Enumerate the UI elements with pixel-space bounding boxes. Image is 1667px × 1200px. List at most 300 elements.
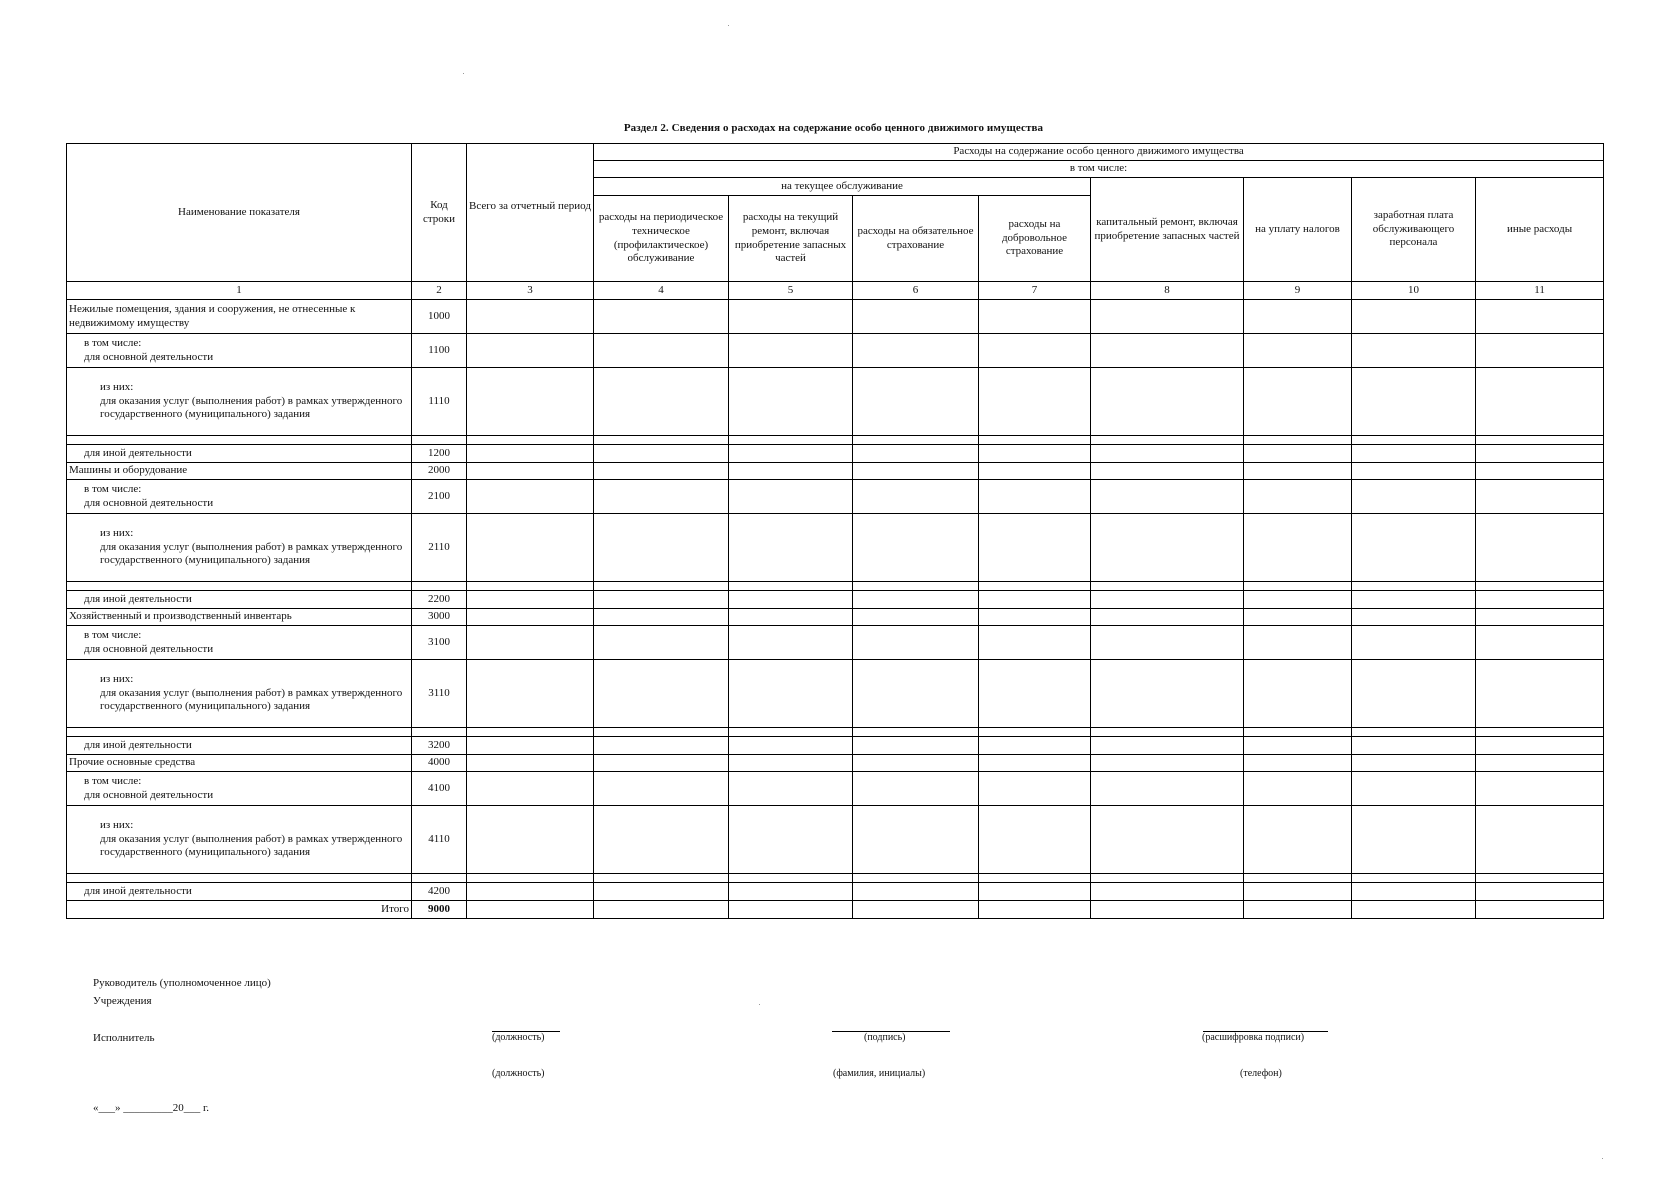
- value-cell[interactable]: [467, 463, 594, 480]
- spacer-row: [67, 728, 1604, 737]
- value-cell[interactable]: [594, 901, 729, 919]
- value-cell[interactable]: [1244, 626, 1352, 660]
- value-cell[interactable]: [853, 772, 979, 806]
- row-code: 2110: [412, 514, 467, 582]
- value-cell[interactable]: [853, 480, 979, 514]
- table-row: [67, 480, 1604, 514]
- spacer-cell: [979, 436, 1091, 445]
- value-cell[interactable]: [1476, 300, 1604, 334]
- column-number: 6: [853, 282, 979, 300]
- row-label-text: Прочие основные средства: [69, 756, 196, 769]
- row-label-text: для оказания услуг (выполнения работ) в рамках утвержденного государственного (муниципального) задания: [100, 394, 403, 421]
- value-cell[interactable]: [853, 901, 979, 919]
- value-cell[interactable]: [1476, 755, 1604, 772]
- row-code: 4110: [412, 806, 467, 874]
- value-cell[interactable]: [467, 445, 594, 463]
- header-col8: капитальный ремонт, включая приобретение запасных частей: [1091, 178, 1244, 282]
- row-label: [67, 626, 412, 660]
- value-cell[interactable]: [1244, 591, 1352, 609]
- spacer-cell: [1352, 436, 1476, 445]
- value-cell[interactable]: [1091, 660, 1244, 728]
- value-cell[interactable]: [594, 514, 729, 582]
- value-cell[interactable]: [1352, 445, 1476, 463]
- row-code: 1200: [412, 445, 467, 463]
- value-cell[interactable]: [979, 334, 1091, 368]
- spacer-cell: [467, 582, 594, 591]
- table-row: [67, 755, 1604, 772]
- value-cell[interactable]: [1352, 883, 1476, 901]
- value-cell[interactable]: [1244, 806, 1352, 874]
- value-cell[interactable]: [979, 626, 1091, 660]
- header-col11: иные расходы: [1476, 178, 1604, 282]
- value-cell[interactable]: [1352, 334, 1476, 368]
- spacer-cell: [729, 582, 853, 591]
- value-cell[interactable]: [1476, 480, 1604, 514]
- column-number: 10: [1352, 282, 1476, 300]
- row-label: [67, 755, 412, 772]
- scan-speck: [759, 1004, 760, 1005]
- row-code: 4100: [412, 772, 467, 806]
- value-cell[interactable]: [1476, 883, 1604, 901]
- table-row: [67, 737, 1604, 755]
- value-cell[interactable]: [729, 609, 853, 626]
- table-row: [67, 334, 1604, 368]
- spacer-cell: [594, 728, 729, 737]
- value-cell[interactable]: [467, 626, 594, 660]
- value-cell[interactable]: [1476, 445, 1604, 463]
- column-number: 3: [467, 282, 594, 300]
- value-cell[interactable]: [1091, 772, 1244, 806]
- value-cell[interactable]: [1352, 609, 1476, 626]
- value-cell[interactable]: [467, 806, 594, 874]
- row-label-text: для иной деятельности: [84, 738, 192, 751]
- value-cell[interactable]: [729, 883, 853, 901]
- header-expenses-group: Расходы на содержание особо ценного движимого имущества: [594, 144, 1604, 161]
- header-col6: расходы на обязательное страхование: [853, 196, 979, 282]
- value-cell[interactable]: [467, 591, 594, 609]
- value-cell[interactable]: [853, 660, 979, 728]
- header-col9: на уплату налогов: [1244, 178, 1352, 282]
- section-title: Раздел 2. Сведения о расходах на содержание особо ценного движимого имущества: [623, 122, 1044, 134]
- header-col10: заработная плата обслуживающего персонала: [1352, 178, 1476, 282]
- spacer-cell: [1352, 582, 1476, 591]
- row-code: 3100: [412, 626, 467, 660]
- row-label-prefix: из них:: [100, 672, 134, 685]
- value-cell[interactable]: [467, 660, 594, 728]
- position-caption: (должность): [492, 1032, 545, 1043]
- value-cell[interactable]: [1244, 300, 1352, 334]
- spacer-cell: [729, 436, 853, 445]
- value-cell[interactable]: [1476, 626, 1604, 660]
- spacer-cell: [412, 728, 467, 737]
- value-cell[interactable]: [594, 660, 729, 728]
- value-cell[interactable]: [1352, 772, 1476, 806]
- row-label: [67, 609, 412, 626]
- spacer-cell: [1352, 874, 1476, 883]
- value-cell[interactable]: [1352, 660, 1476, 728]
- column-number: 7: [979, 282, 1091, 300]
- row-code: 1110: [412, 368, 467, 436]
- row-label: [67, 772, 412, 806]
- scan-speck: [463, 73, 464, 74]
- table-row: [67, 609, 1604, 626]
- value-cell[interactable]: [594, 883, 729, 901]
- value-cell[interactable]: [853, 334, 979, 368]
- value-cell[interactable]: [1244, 514, 1352, 582]
- value-cell[interactable]: [979, 480, 1091, 514]
- row-label-text: для иной деятельности: [84, 446, 192, 459]
- value-cell[interactable]: [729, 806, 853, 874]
- row-label: [67, 480, 412, 514]
- value-cell[interactable]: [979, 463, 1091, 480]
- spacer-cell: [979, 582, 1091, 591]
- table-row: [67, 514, 1604, 582]
- row-label: [67, 806, 412, 874]
- value-cell[interactable]: [1091, 300, 1244, 334]
- value-cell[interactable]: [1244, 660, 1352, 728]
- spacer-cell: [412, 436, 467, 445]
- value-cell[interactable]: [594, 626, 729, 660]
- row-label-text: для иной деятельности: [84, 592, 192, 605]
- value-cell[interactable]: [979, 755, 1091, 772]
- value-cell[interactable]: [979, 591, 1091, 609]
- value-cell[interactable]: [1352, 368, 1476, 436]
- row-label: [67, 737, 412, 755]
- value-cell[interactable]: [467, 901, 594, 919]
- head-label-line1: Руководитель (уполномоченное лицо): [93, 977, 271, 989]
- value-cell[interactable]: [594, 480, 729, 514]
- value-cell[interactable]: [1352, 514, 1476, 582]
- value-cell[interactable]: [1352, 480, 1476, 514]
- value-cell[interactable]: [853, 368, 979, 436]
- value-cell[interactable]: [467, 737, 594, 755]
- value-cell[interactable]: [1244, 480, 1352, 514]
- total-row: [67, 901, 1604, 919]
- value-cell[interactable]: [594, 609, 729, 626]
- value-cell[interactable]: [1352, 591, 1476, 609]
- spacer-cell: [467, 728, 594, 737]
- spacer-cell: [67, 728, 412, 737]
- executor-label: Исполнитель: [93, 1032, 155, 1044]
- value-cell[interactable]: [1244, 463, 1352, 480]
- row-label-prefix: из них:: [100, 380, 134, 393]
- value-cell[interactable]: [1244, 334, 1352, 368]
- header-name: Наименование показателя: [67, 144, 412, 282]
- value-cell[interactable]: [1476, 660, 1604, 728]
- value-cell[interactable]: [467, 334, 594, 368]
- header-total: Всего за отчетный период: [467, 144, 594, 282]
- table-row: [67, 883, 1604, 901]
- row-label-text: для оказания услуг (выполнения работ) в рамках утвержденного государственного (муниципального) задания: [100, 686, 403, 713]
- value-cell[interactable]: [594, 334, 729, 368]
- row-code: 1000: [412, 300, 467, 334]
- value-cell[interactable]: [853, 755, 979, 772]
- header-col4: расходы на периодическое техническое (профилактическое) обслуживание: [594, 196, 729, 282]
- signature-caption: (подпись): [864, 1032, 906, 1043]
- value-cell[interactable]: [1091, 737, 1244, 755]
- spacer-cell: [853, 436, 979, 445]
- spacer-cell: [1244, 582, 1352, 591]
- row-code: 2100: [412, 480, 467, 514]
- row-label-text: Нежилые помещения, здания и сооружения, не отнесенные к недвижимому имуществу: [69, 302, 356, 329]
- value-cell[interactable]: [1244, 609, 1352, 626]
- value-cell[interactable]: [979, 772, 1091, 806]
- value-cell[interactable]: [729, 591, 853, 609]
- scan-speck: [728, 25, 729, 26]
- value-cell[interactable]: [1352, 626, 1476, 660]
- value-cell[interactable]: [979, 300, 1091, 334]
- value-cell[interactable]: [1476, 368, 1604, 436]
- value-cell[interactable]: [853, 300, 979, 334]
- header-col5: расходы на текущий ремонт, включая приобретение запасных частей: [729, 196, 853, 282]
- value-cell[interactable]: [467, 480, 594, 514]
- value-cell[interactable]: [594, 755, 729, 772]
- spacer-cell: [1476, 436, 1604, 445]
- value-cell[interactable]: [1091, 463, 1244, 480]
- value-cell[interactable]: [1244, 445, 1352, 463]
- column-number: 9: [1244, 282, 1352, 300]
- table-row: [67, 463, 1604, 480]
- value-cell[interactable]: [853, 514, 979, 582]
- value-cell[interactable]: [979, 445, 1091, 463]
- value-cell[interactable]: [729, 368, 853, 436]
- value-cell[interactable]: [729, 463, 853, 480]
- value-cell[interactable]: [1244, 883, 1352, 901]
- value-cell[interactable]: [979, 901, 1091, 919]
- head-label-line2: Учреждения: [93, 995, 152, 1007]
- row-code: 4000: [412, 755, 467, 772]
- value-cell[interactable]: [1091, 591, 1244, 609]
- value-cell[interactable]: [729, 626, 853, 660]
- total-code: 9000: [412, 901, 467, 919]
- spacer-cell: [1244, 874, 1352, 883]
- spacer-cell: [467, 874, 594, 883]
- value-cell[interactable]: [1244, 737, 1352, 755]
- value-cell[interactable]: [1352, 737, 1476, 755]
- spacer-row: [67, 582, 1604, 591]
- row-code: 4200: [412, 883, 467, 901]
- value-cell[interactable]: [1091, 609, 1244, 626]
- table-row: [67, 626, 1604, 660]
- value-cell[interactable]: [979, 737, 1091, 755]
- value-cell[interactable]: [729, 660, 853, 728]
- value-cell[interactable]: [467, 300, 594, 334]
- value-cell[interactable]: [1091, 901, 1244, 919]
- spacer-cell: [1476, 582, 1604, 591]
- value-cell[interactable]: [853, 626, 979, 660]
- value-cell[interactable]: [467, 883, 594, 901]
- total-label: Итого: [67, 901, 412, 919]
- value-cell[interactable]: [1476, 463, 1604, 480]
- date-line: «___» _________20___ г.: [93, 1102, 210, 1114]
- value-cell[interactable]: [853, 445, 979, 463]
- phone-caption: (телефон): [1240, 1068, 1282, 1079]
- value-cell[interactable]: [729, 901, 853, 919]
- spacer-cell: [1091, 436, 1244, 445]
- value-cell[interactable]: [979, 609, 1091, 626]
- value-cell[interactable]: [467, 772, 594, 806]
- table-row: [67, 660, 1604, 728]
- header-code: Код строки: [412, 144, 467, 282]
- value-cell[interactable]: [1091, 445, 1244, 463]
- row-label-prefix: в том числе:: [84, 336, 142, 349]
- value-cell[interactable]: [1476, 514, 1604, 582]
- value-cell[interactable]: [1091, 806, 1244, 874]
- spacer-cell: [412, 874, 467, 883]
- column-number: 2: [412, 282, 467, 300]
- row-label: [67, 883, 412, 901]
- value-cell[interactable]: [594, 368, 729, 436]
- value-cell[interactable]: [1091, 480, 1244, 514]
- value-cell[interactable]: [1244, 772, 1352, 806]
- row-label-prefix: в том числе:: [84, 628, 142, 641]
- value-cell[interactable]: [1352, 463, 1476, 480]
- row-label-text: для оказания услуг (выполнения работ) в рамках утвержденного государственного (муниципального) задания: [100, 832, 403, 859]
- value-cell[interactable]: [979, 806, 1091, 874]
- value-cell[interactable]: [594, 445, 729, 463]
- spacer-cell: [729, 728, 853, 737]
- row-label-prefix: из них:: [100, 818, 134, 831]
- header-current-maintenance: на текущее обслуживание: [594, 178, 1091, 196]
- column-number: 4: [594, 282, 729, 300]
- spacer-cell: [1091, 874, 1244, 883]
- row-label-prefix: в том числе:: [84, 774, 142, 787]
- value-cell[interactable]: [594, 300, 729, 334]
- value-cell[interactable]: [1244, 755, 1352, 772]
- spacer-cell: [1476, 874, 1604, 883]
- value-cell[interactable]: [467, 514, 594, 582]
- value-cell[interactable]: [1352, 300, 1476, 334]
- header-including: в том числе:: [594, 161, 1604, 178]
- spacer-cell: [67, 874, 412, 883]
- value-cell[interactable]: [467, 368, 594, 436]
- value-cell[interactable]: [979, 514, 1091, 582]
- value-cell[interactable]: [1352, 901, 1476, 919]
- table-row: [67, 368, 1604, 436]
- spacer-cell: [594, 874, 729, 883]
- value-cell[interactable]: [1091, 334, 1244, 368]
- value-cell[interactable]: [1352, 755, 1476, 772]
- value-cell[interactable]: [853, 609, 979, 626]
- value-cell[interactable]: [1476, 772, 1604, 806]
- spacer-cell: [1091, 582, 1244, 591]
- row-label: [67, 334, 412, 368]
- value-cell[interactable]: [1476, 334, 1604, 368]
- table-row: [67, 772, 1604, 806]
- value-cell[interactable]: [594, 772, 729, 806]
- value-cell[interactable]: [1091, 755, 1244, 772]
- expenses-table: [66, 143, 1604, 919]
- decoding-caption: (расшифровка подписи): [1202, 1032, 1305, 1043]
- spacer-cell: [594, 436, 729, 445]
- value-cell[interactable]: [853, 806, 979, 874]
- row-label: [67, 445, 412, 463]
- value-cell[interactable]: [467, 755, 594, 772]
- value-cell[interactable]: [1476, 737, 1604, 755]
- row-label-text: для оказания услуг (выполнения работ) в рамках утвержденного государственного (муниципального) задания: [100, 540, 403, 567]
- spacer-cell: [979, 728, 1091, 737]
- value-cell[interactable]: [1476, 591, 1604, 609]
- row-label: [67, 463, 412, 480]
- value-cell[interactable]: [853, 883, 979, 901]
- value-cell[interactable]: [1352, 806, 1476, 874]
- value-cell[interactable]: [1091, 626, 1244, 660]
- value-cell[interactable]: [1476, 806, 1604, 874]
- value-cell[interactable]: [979, 368, 1091, 436]
- row-label-prefix: в том числе:: [84, 482, 142, 495]
- value-cell[interactable]: [1476, 901, 1604, 919]
- value-cell[interactable]: [1244, 901, 1352, 919]
- spacer-cell: [1352, 728, 1476, 737]
- row-code: 3110: [412, 660, 467, 728]
- spacer-row: [67, 436, 1604, 445]
- value-cell[interactable]: [729, 480, 853, 514]
- value-cell[interactable]: [853, 463, 979, 480]
- spacer-cell: [853, 874, 979, 883]
- spacer-cell: [853, 582, 979, 591]
- column-number: 8: [1091, 282, 1244, 300]
- value-cell[interactable]: [729, 300, 853, 334]
- spacer-cell: [1244, 436, 1352, 445]
- table-row: [67, 445, 1604, 463]
- row-label-text: Машины и оборудование: [69, 464, 188, 477]
- spacer-row: [67, 874, 1604, 883]
- position-caption-2: (должность): [492, 1068, 545, 1079]
- value-cell[interactable]: [1476, 609, 1604, 626]
- value-cell[interactable]: [853, 737, 979, 755]
- row-label-text: для основной деятельности: [84, 642, 214, 655]
- row-label-text: для основной деятельности: [84, 350, 214, 363]
- row-label-text: для основной деятельности: [84, 788, 214, 801]
- spacer-cell: [729, 874, 853, 883]
- spacer-cell: [1244, 728, 1352, 737]
- value-cell[interactable]: [853, 591, 979, 609]
- value-cell[interactable]: [594, 463, 729, 480]
- row-label: [67, 591, 412, 609]
- column-number: 11: [1476, 282, 1604, 300]
- table-row: [67, 591, 1604, 609]
- row-label-text: Хозяйственный и производственный инвентарь: [69, 610, 292, 623]
- value-cell[interactable]: [1091, 514, 1244, 582]
- spacer-cell: [67, 582, 412, 591]
- column-number: 1: [67, 282, 412, 300]
- value-cell[interactable]: [467, 609, 594, 626]
- row-code: 2000: [412, 463, 467, 480]
- value-cell[interactable]: [979, 660, 1091, 728]
- value-cell[interactable]: [729, 772, 853, 806]
- value-cell[interactable]: [729, 514, 853, 582]
- spacer-cell: [67, 436, 412, 445]
- value-cell[interactable]: [729, 737, 853, 755]
- value-cell[interactable]: [594, 591, 729, 609]
- spacer-cell: [412, 582, 467, 591]
- row-label-text: для основной деятельности: [84, 496, 214, 509]
- value-cell[interactable]: [729, 755, 853, 772]
- row-label: [67, 660, 412, 728]
- table-row: [67, 806, 1604, 874]
- value-cell[interactable]: [729, 445, 853, 463]
- value-cell[interactable]: [594, 806, 729, 874]
- value-cell[interactable]: [1244, 368, 1352, 436]
- spacer-cell: [594, 582, 729, 591]
- value-cell[interactable]: [1091, 883, 1244, 901]
- value-cell[interactable]: [1091, 368, 1244, 436]
- value-cell[interactable]: [729, 334, 853, 368]
- row-label-prefix: из них:: [100, 526, 134, 539]
- row-label: [67, 368, 412, 436]
- value-cell[interactable]: [594, 737, 729, 755]
- value-cell[interactable]: [979, 883, 1091, 901]
